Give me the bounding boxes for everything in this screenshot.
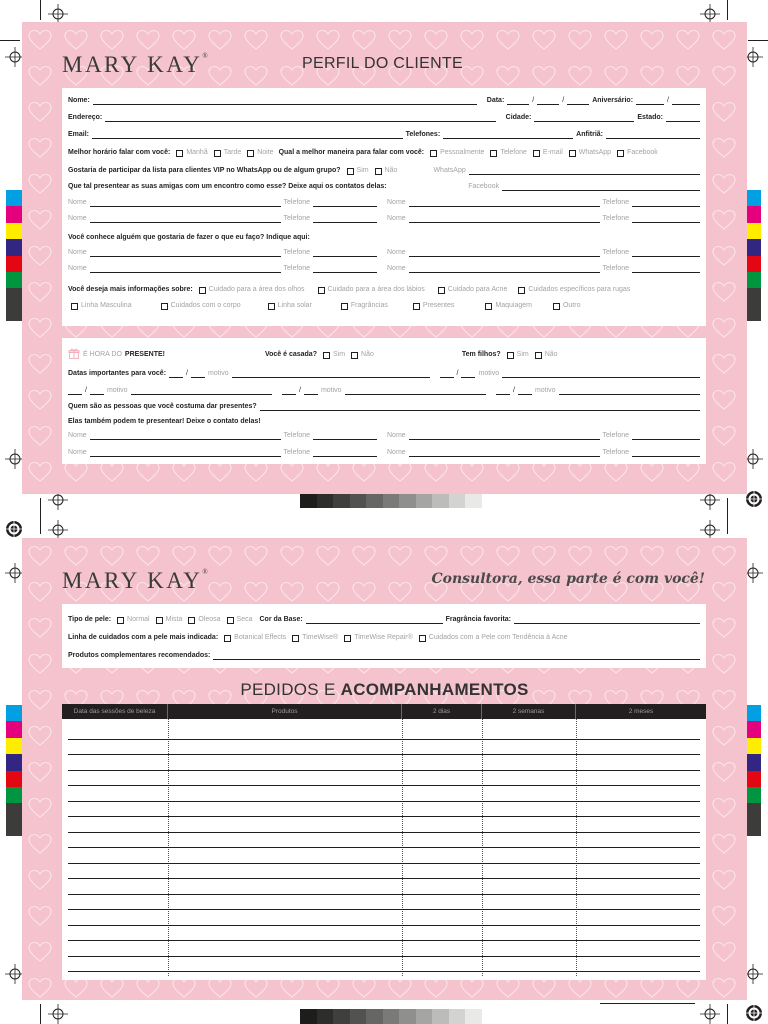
label-nome-contato: Nome xyxy=(387,449,406,456)
gray-swatch xyxy=(416,493,433,508)
label-telefone-contato: Telefone xyxy=(283,432,310,439)
option-nao: Não xyxy=(361,351,374,358)
option-nao: Não xyxy=(384,167,398,174)
motivo-field[interactable] xyxy=(345,388,486,395)
contact-name-field[interactable] xyxy=(90,450,281,457)
label-nome-contato: Nome xyxy=(68,449,87,456)
table-row[interactable] xyxy=(68,832,700,833)
label-casada: Você é casada? xyxy=(264,351,317,358)
label-nome-contato: Nome xyxy=(387,215,406,222)
option-oleosa: Oleosa xyxy=(198,616,221,623)
whatsapp-field[interactable] xyxy=(469,168,700,175)
label-telefone-contato: Telefone xyxy=(602,249,629,256)
option-corpo: Cuidados com o corpo xyxy=(170,302,241,309)
table-row[interactable] xyxy=(68,940,700,941)
row-tipo-pele xyxy=(68,612,700,624)
date-day-field[interactable] xyxy=(169,371,183,378)
option-timewise: TimeWise® xyxy=(302,634,339,641)
contact-name-field[interactable] xyxy=(409,200,600,207)
option-noite: Noite xyxy=(257,149,274,156)
checkbox-seca[interactable] xyxy=(227,617,234,624)
contact-name-field[interactable] xyxy=(409,250,600,257)
checkbox-maquiagem[interactable] xyxy=(485,303,492,310)
brand-logo: MARY KAY® xyxy=(62,52,208,77)
label-anfitria: Anfitriã: xyxy=(576,131,603,138)
gray-swatch xyxy=(449,493,466,508)
hora-prefix: É HORA DO xyxy=(83,351,122,358)
checkbox-whatsapp[interactable] xyxy=(569,150,576,157)
checkbox-corpo[interactable] xyxy=(161,303,168,310)
label-filhos: Tem filhos? xyxy=(461,351,501,358)
date-day-field[interactable] xyxy=(68,388,82,395)
table-row[interactable] xyxy=(68,816,700,817)
contact-phone-field[interactable] xyxy=(632,250,700,257)
skin-card xyxy=(62,604,706,668)
label-vip: Gostaria de participar da lista para clientes VIP no WhatsApp ou de algum grupo? xyxy=(68,167,341,174)
cut-line xyxy=(40,1004,41,1024)
option-timewise-repair: TimeWise Repair® xyxy=(354,634,413,641)
color-bar-left-bottom xyxy=(6,705,23,836)
checkbox-filhos-sim[interactable] xyxy=(507,352,514,359)
row-mais-info-2 xyxy=(68,298,700,310)
contact-phone-field[interactable] xyxy=(313,266,377,273)
row-indicacao xyxy=(68,261,700,273)
checkbox-tendencia-acne[interactable] xyxy=(419,635,426,642)
label-datas-importantes: Datas importantes para você: xyxy=(68,370,167,377)
checkbox-labios[interactable] xyxy=(318,287,325,294)
label-nome-contato: Nome xyxy=(68,265,87,272)
checkbox-masculina[interactable] xyxy=(71,303,78,310)
cut-line xyxy=(727,1004,728,1024)
contact-phone-field[interactable] xyxy=(632,450,700,457)
label-whatsapp: WhatsApp xyxy=(433,167,466,174)
checkbox-presentes[interactable] xyxy=(413,303,420,310)
consultant-sheet xyxy=(22,538,747,1000)
table-row[interactable] xyxy=(68,847,700,848)
gray-swatch xyxy=(399,1009,416,1024)
checkbox-oleosa[interactable] xyxy=(188,617,195,624)
registration-target xyxy=(745,1004,763,1022)
contact-name-field[interactable] xyxy=(90,433,281,440)
gray-swatch xyxy=(350,493,367,508)
color-swatch xyxy=(6,305,23,321)
option-acne: Cuidado para Acne xyxy=(447,286,508,293)
row-contato-presente xyxy=(68,445,700,457)
row-contato-presente xyxy=(68,428,700,440)
row-email xyxy=(68,127,700,139)
table-row[interactable] xyxy=(68,754,700,755)
label-nome-contato: Nome xyxy=(68,432,87,439)
label-telefone-contato: Telefone xyxy=(602,199,629,206)
client-profile-sheet xyxy=(22,22,747,494)
option-mista: Mista xyxy=(165,616,183,623)
gray-swatch xyxy=(300,1009,317,1024)
label-cidade: Cidade: xyxy=(505,114,532,121)
checkbox-outro[interactable] xyxy=(553,303,560,310)
registration-target xyxy=(745,490,763,508)
option-whatsapp: WhatsApp xyxy=(578,149,612,156)
checkbox-fragrancias[interactable] xyxy=(341,303,348,310)
date-month-field[interactable] xyxy=(191,371,205,378)
checkbox-acne[interactable] xyxy=(438,287,445,294)
checkbox-timewise[interactable] xyxy=(292,635,299,642)
date-day-field[interactable] xyxy=(282,388,296,395)
gray-swatch xyxy=(383,493,400,508)
option-botanical: Botanical Effects xyxy=(234,634,287,641)
data-month-field[interactable] xyxy=(537,98,559,105)
contact-phone-field[interactable] xyxy=(632,433,700,440)
fragrancia-field[interactable] xyxy=(514,617,700,624)
motivo-field[interactable] xyxy=(502,371,700,378)
data-year-field[interactable] xyxy=(567,98,589,105)
label-conhece-alguem: Você conhece alguém que gostaria de fazer o que eu faço? Indique aqui: xyxy=(68,234,310,241)
label-nome-contato: Nome xyxy=(68,199,87,206)
contact-phone-field[interactable] xyxy=(632,216,700,223)
option-olhos: Cuidado para a área dos olhos xyxy=(208,286,305,293)
label-nome-contato: Nome xyxy=(387,249,406,256)
label-nome-contato: Nome xyxy=(68,249,87,256)
contact-phone-field[interactable] xyxy=(632,200,700,207)
label-podem-presentear: Elas também podem te presentear! Deixe o contato delas! xyxy=(68,418,261,425)
crop-mark xyxy=(48,520,68,540)
brand-logo: MARY KAY® xyxy=(62,568,208,593)
cor-base-field[interactable] xyxy=(306,617,443,624)
table-row[interactable] xyxy=(68,801,700,802)
cut-line xyxy=(727,0,728,20)
label-motivo: motivo xyxy=(320,387,342,394)
email-field[interactable] xyxy=(92,132,403,139)
contact-phone-field[interactable] xyxy=(313,450,377,457)
label-telefone-contato: Telefone xyxy=(283,215,310,222)
date-month-field[interactable] xyxy=(461,371,475,378)
date-day-field[interactable] xyxy=(440,371,454,378)
checkbox-timewise-repair[interactable] xyxy=(344,635,351,642)
color-swatch xyxy=(6,705,23,721)
label-linha-cuidados: Linha de cuidados com a pele mais indicada: xyxy=(68,634,219,641)
table-row[interactable] xyxy=(68,878,700,879)
contact-name-field[interactable] xyxy=(409,450,600,457)
crop-mark xyxy=(700,1004,720,1024)
color-swatch xyxy=(6,256,23,272)
option-tarde: Tarde xyxy=(223,149,242,156)
option-email: E-mail xyxy=(542,149,563,156)
checkbox-email[interactable] xyxy=(533,150,540,157)
table-row[interactable] xyxy=(68,971,700,972)
color-swatch xyxy=(6,239,23,255)
label-motivo: motivo xyxy=(106,387,128,394)
color-swatch xyxy=(6,771,23,787)
gray-swatch xyxy=(300,493,317,508)
row-linha-cuidados xyxy=(68,630,700,642)
option-normal: Normal xyxy=(127,616,150,623)
row-datas-2: / motivo / motivo / motivo xyxy=(68,383,700,395)
checkbox-vip-sim[interactable] xyxy=(347,168,354,175)
date-day-field[interactable] xyxy=(496,388,510,395)
row-endereco xyxy=(68,110,700,122)
color-swatch xyxy=(6,190,23,206)
gift-card xyxy=(62,338,706,464)
option-maquiagem: Maquiagem xyxy=(495,302,532,309)
option-sim: Sim xyxy=(516,351,529,358)
row-datas-importantes: Datas importantes para você: / motivo / motivo xyxy=(68,366,700,378)
contact-name-field[interactable] xyxy=(409,433,600,440)
table-row[interactable] xyxy=(68,863,700,864)
option-facebook: Facebook xyxy=(627,149,658,156)
label-motivo: motivo xyxy=(208,370,229,377)
row-presentear-amigas xyxy=(68,179,700,191)
gray-swatch xyxy=(465,1009,482,1024)
checkbox-normal[interactable] xyxy=(117,617,124,624)
checkbox-pessoalmente[interactable] xyxy=(430,150,437,157)
label-telefone-contato: Telefone xyxy=(283,199,310,206)
column-header-produtos: Produtos xyxy=(168,704,402,719)
facebook-field[interactable] xyxy=(502,184,700,191)
label-motivo: motivo xyxy=(478,370,500,377)
signature-line[interactable] xyxy=(600,1003,695,1004)
contact-phone-field[interactable] xyxy=(313,216,377,223)
option-sim: Sim xyxy=(356,167,369,174)
registration-target xyxy=(5,520,23,538)
endereco-field[interactable] xyxy=(105,115,495,122)
table-row[interactable] xyxy=(68,894,700,895)
cut-line xyxy=(748,40,768,41)
contact-phone-field[interactable] xyxy=(632,266,700,273)
option-manha: Manhã xyxy=(186,149,208,156)
label-mais-info: Você deseja mais informações sobre: xyxy=(68,286,193,293)
table-row[interactable] xyxy=(68,785,700,786)
gray-swatch xyxy=(333,1009,350,1024)
label-telefones: Telefones: xyxy=(405,131,441,138)
motivo-field[interactable] xyxy=(559,388,700,395)
option-solar: Linha solar xyxy=(277,302,312,309)
orders-table-header xyxy=(62,704,706,719)
option-pessoalmente: Pessoalmente xyxy=(440,149,485,156)
row-indicacao xyxy=(68,245,700,257)
contact-phone-field[interactable] xyxy=(313,433,377,440)
label-nome-contato: Nome xyxy=(387,432,406,439)
crop-mark xyxy=(700,4,720,24)
gray-bar-bottom xyxy=(300,1009,482,1024)
table-row[interactable] xyxy=(68,909,700,910)
label-estado: Estado: xyxy=(637,114,663,121)
color-swatch xyxy=(6,272,23,288)
label-nome: Nome: xyxy=(68,97,90,104)
gift-icon xyxy=(68,347,80,359)
contact-name-field[interactable] xyxy=(409,216,600,223)
contact-name-field[interactable] xyxy=(90,216,281,223)
column-header-data: Data das sessões de beleza xyxy=(62,704,168,719)
option-outro: Outro xyxy=(562,302,581,309)
label-facebook: Facebook xyxy=(468,183,499,190)
gray-swatch xyxy=(350,1009,367,1024)
row-podem-presentear xyxy=(68,414,700,426)
color-swatch xyxy=(6,754,23,770)
orders-table xyxy=(62,704,706,980)
row-contato-amiga xyxy=(68,195,700,207)
checkbox-noite[interactable] xyxy=(247,150,254,157)
gray-swatch xyxy=(416,1009,433,1024)
date-month-field[interactable] xyxy=(304,388,318,395)
label-tipo-pele: Tipo de pele: xyxy=(68,616,112,623)
checkbox-solar[interactable] xyxy=(268,303,275,310)
checkbox-facebook[interactable] xyxy=(617,150,624,157)
checkbox-vip-nao[interactable] xyxy=(375,168,382,175)
cut-line xyxy=(727,498,728,534)
contact-name-field[interactable] xyxy=(409,266,600,273)
row-horario-maneira xyxy=(68,145,700,157)
telefones-field[interactable] xyxy=(443,132,573,139)
gray-swatch xyxy=(366,493,383,508)
row-nome-data: Nome: Data: / / Aniversário: / xyxy=(68,93,700,105)
option-tendencia-acne: Cuidados com a Pele com Tendência à Acne xyxy=(428,634,568,641)
checkbox-casada-sim[interactable] xyxy=(323,352,330,359)
column-header-2-meses: 2 meses xyxy=(628,708,654,715)
checkbox-botanical[interactable] xyxy=(224,635,231,642)
gray-swatch xyxy=(317,493,334,508)
option-masculina: Linha Masculina xyxy=(81,302,132,309)
table-row[interactable] xyxy=(68,925,700,926)
option-presentes: Presentes xyxy=(422,302,455,309)
checkbox-tarde[interactable] xyxy=(214,150,221,157)
row-vip xyxy=(68,163,700,175)
client-info-card xyxy=(62,88,706,326)
column-header-2-semanas: 2 semanas xyxy=(482,704,576,719)
color-swatch xyxy=(6,288,23,304)
table-row[interactable] xyxy=(68,956,700,957)
produtos-complementares-field[interactable] xyxy=(213,653,700,660)
color-bar-left-top xyxy=(6,190,23,321)
contact-name-field[interactable] xyxy=(90,250,281,257)
contact-name-field[interactable] xyxy=(90,200,281,207)
label-telefone-contato: Telefone xyxy=(283,449,310,456)
color-swatch xyxy=(6,223,23,239)
gray-swatch xyxy=(449,1009,466,1024)
hora-presente-title: PRESENTE! xyxy=(124,351,165,358)
color-swatch xyxy=(6,820,23,836)
label-produtos-complementares: Produtos complementares recomendados: xyxy=(68,652,211,659)
label-aniversario: Aniversário: xyxy=(592,97,634,104)
cut-line xyxy=(40,0,41,20)
option-fragrancias: Fragrâncias xyxy=(350,302,388,309)
orders-title: PEDIDOS E ACOMPANHAMENTOS xyxy=(240,680,529,699)
table-row[interactable] xyxy=(68,770,700,771)
option-sim: Sim xyxy=(332,351,346,358)
color-swatch xyxy=(6,738,23,754)
contact-phone-field[interactable] xyxy=(313,250,377,257)
data-day-field[interactable] xyxy=(507,98,529,105)
checkbox-telefone[interactable] xyxy=(490,150,497,157)
gray-swatch xyxy=(465,493,482,508)
option-telefone: Telefone xyxy=(500,149,527,156)
option-nao: Não xyxy=(544,351,558,358)
date-month-field[interactable] xyxy=(518,388,532,395)
gray-swatch xyxy=(432,1009,449,1024)
crop-mark xyxy=(48,4,68,24)
pessoas-field[interactable] xyxy=(260,404,700,411)
label-telefone-contato: Telefone xyxy=(602,449,629,456)
label-telefone-contato: Telefone xyxy=(602,265,629,272)
label-pessoas: Quem são as pessoas que você costuma dar presentes? xyxy=(68,403,257,410)
date-month-field[interactable] xyxy=(90,388,104,395)
gray-swatch xyxy=(432,493,449,508)
checkbox-filhos-nao[interactable] xyxy=(535,352,542,359)
label-nome-contato: Nome xyxy=(387,199,406,206)
checkbox-mista[interactable] xyxy=(156,617,163,624)
row-mais-info-1 xyxy=(68,282,700,294)
cut-line xyxy=(0,40,20,41)
option-rugas: Cuidados específicos para rugas xyxy=(528,286,631,293)
column-header-2-dias: 2 dias xyxy=(402,704,482,719)
checkbox-olhos[interactable] xyxy=(199,287,206,294)
label-telefone-contato: Telefone xyxy=(283,265,310,272)
label-motivo: motivo xyxy=(534,387,556,394)
row-hora-presente xyxy=(68,347,700,359)
motivo-field[interactable] xyxy=(232,371,430,378)
label-telefone-contato: Telefone xyxy=(283,249,310,256)
label-fragrancia: Fragrância favorita: xyxy=(445,616,511,623)
color-swatch xyxy=(6,787,23,803)
nome-field[interactable] xyxy=(93,98,477,105)
contact-phone-field[interactable] xyxy=(313,200,377,207)
table-row[interactable] xyxy=(68,739,700,740)
gray-swatch xyxy=(399,493,416,508)
orders-table-body xyxy=(68,719,700,976)
gray-swatch xyxy=(333,493,350,508)
option-labios: Cuidado para a área dos lábios xyxy=(327,286,425,293)
anfitria-field[interactable] xyxy=(606,132,700,139)
label-endereco: Endereço: xyxy=(68,114,103,121)
gray-swatch xyxy=(317,1009,334,1024)
label-cor-base: Cor da Base: xyxy=(259,616,303,623)
option-seca: Seca xyxy=(236,616,253,623)
crop-mark xyxy=(48,1004,68,1024)
label-nome-contato: Nome xyxy=(387,265,406,272)
motivo-field[interactable] xyxy=(131,388,272,395)
row-produtos-complementares xyxy=(68,648,700,660)
page-title: PERFIL DO CLIENTE xyxy=(302,55,463,72)
color-swatch xyxy=(6,206,23,222)
label-telefone-contato: Telefone xyxy=(602,432,629,439)
checkbox-casada-nao[interactable] xyxy=(351,352,358,359)
aniversario-month-field[interactable] xyxy=(672,98,700,105)
aniversario-day-field[interactable] xyxy=(636,98,664,105)
label-presentear-amigas: Que tal presentear as suas amigas com um encontro como esse? Deixe aqui os contatos delas: xyxy=(68,183,387,190)
checkbox-rugas[interactable] xyxy=(518,287,525,294)
contact-name-field[interactable] xyxy=(90,266,281,273)
color-swatch xyxy=(6,721,23,737)
label-telefone-contato: Telefone xyxy=(602,215,629,222)
estado-field[interactable] xyxy=(666,115,700,122)
gray-bar-top xyxy=(300,493,482,508)
checkbox-manha[interactable] xyxy=(176,150,183,157)
color-swatch xyxy=(6,803,23,819)
label-melhor-maneira: Qual a melhor maneira para falar com você: xyxy=(278,149,425,156)
label-melhor-horario: Melhor horário falar com você: xyxy=(68,149,171,156)
row-conhece-alguem xyxy=(68,230,700,242)
cidade-field[interactable] xyxy=(534,115,634,122)
gray-swatch xyxy=(383,1009,400,1024)
crop-mark xyxy=(700,520,720,540)
row-contato-amiga xyxy=(68,211,700,223)
consultant-slogan: Consultora, essa parte é com você! xyxy=(431,571,705,587)
cut-line xyxy=(40,498,41,534)
label-nome-contato: Nome xyxy=(68,215,87,222)
label-email: Email: xyxy=(68,131,90,138)
row-pessoas xyxy=(68,399,700,411)
gray-swatch xyxy=(366,1009,383,1024)
label-data: Data: xyxy=(486,97,505,104)
